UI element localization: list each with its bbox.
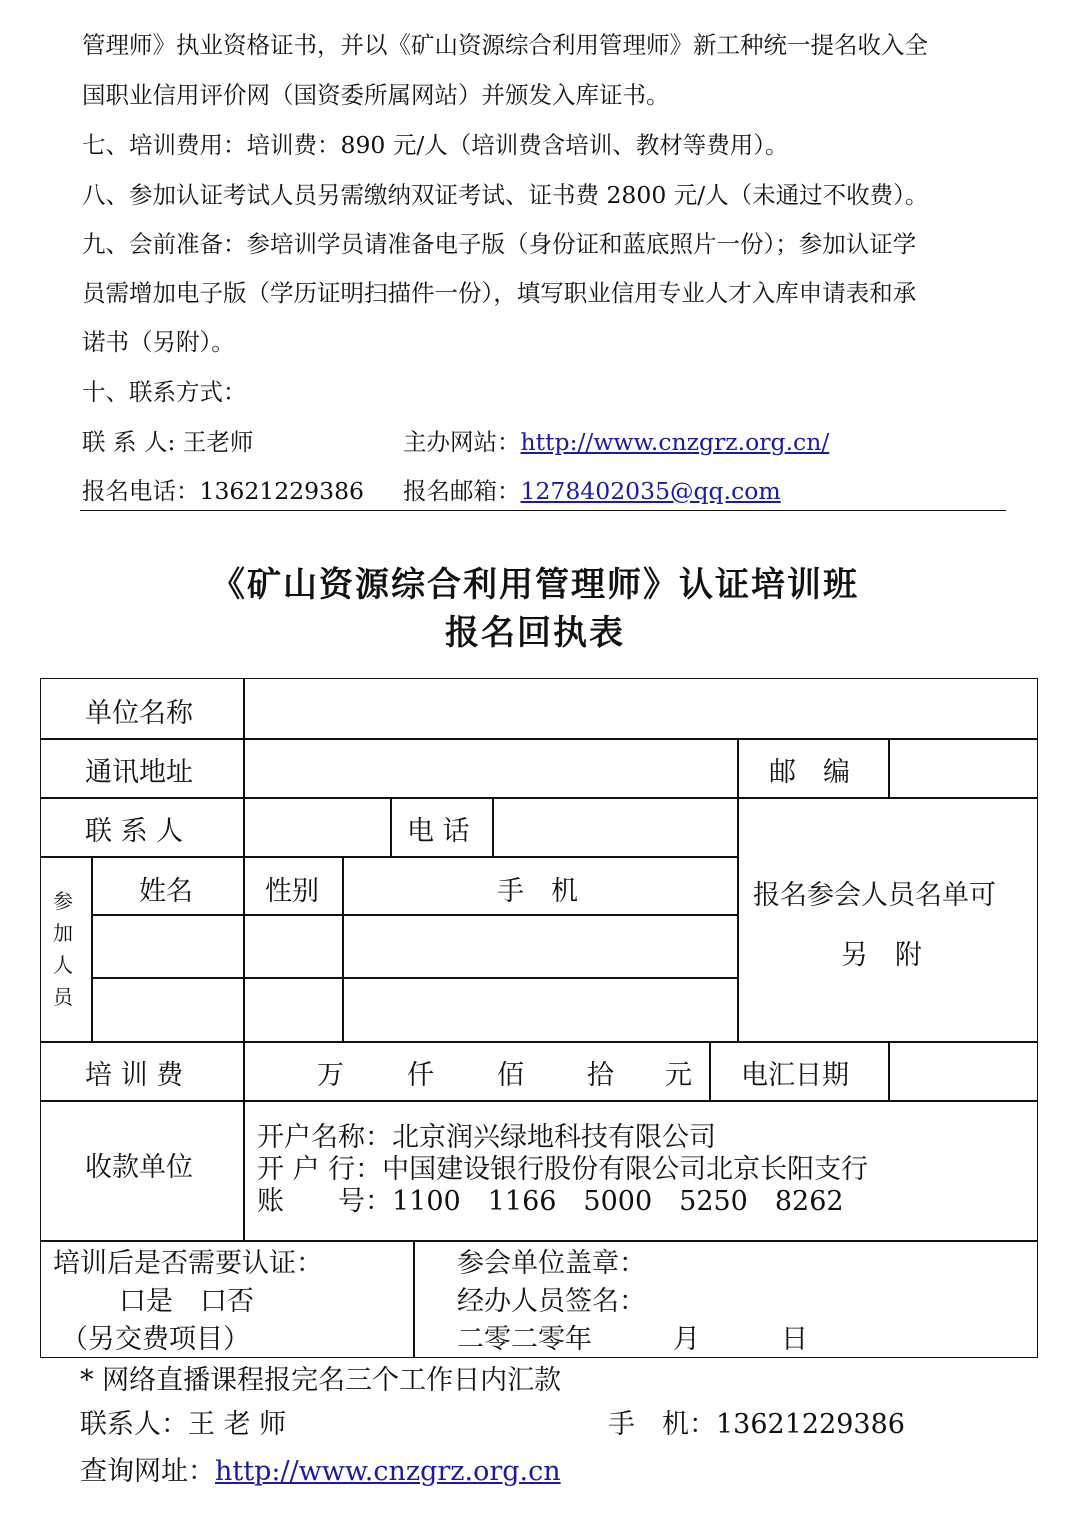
item-9-line-2: 员需增加电子版（学历证明扫描件一份），填写职业信用专业人才入库申请表和承 <box>82 279 917 307</box>
fee-label: 培 训 费 <box>85 1060 184 1091</box>
account-name: 开户名称：北京润兴绿地科技有限公司 <box>257 1122 716 1153</box>
registration-form-table <box>40 678 1038 1358</box>
item-9-line-3: 诺书（另附）。 <box>82 328 235 356</box>
account-number: 账 号：1100 1166 5000 5250 8262 <box>257 1186 844 1217</box>
row-line <box>41 856 737 858</box>
attendee-list-note-2: 另 附 <box>841 940 922 971</box>
certification-note: （另交费项目） <box>61 1324 250 1355</box>
mobile-header: 手 机 <box>497 876 578 907</box>
attendees-label-3: 人 <box>53 953 73 977</box>
email-label: 报名邮箱： <box>403 477 521 505</box>
fee-unit-yuan: 元 <box>665 1060 692 1091</box>
unit-name-label: 单位名称 <box>85 698 193 729</box>
postcode-label: 邮 编 <box>769 757 850 788</box>
address-label: 通讯地址 <box>85 757 193 788</box>
query-site-link[interactable]: http://www.cnzgrz.org.cn <box>215 1456 561 1487</box>
col-line <box>390 797 392 856</box>
col-line <box>243 1041 245 1240</box>
attendees-label-1: 参 <box>53 889 73 913</box>
row-line <box>41 1100 1037 1102</box>
gender-header: 性别 <box>265 876 319 907</box>
handler-signature-label: 经办人员签名： <box>457 1286 646 1317</box>
contact-person: 联 系 人: 王老师 <box>82 428 254 456</box>
col-line <box>342 856 344 1041</box>
col-line <box>888 738 890 797</box>
footer-contact: 联系人：王 老 师 <box>80 1409 287 1440</box>
item-7-fee: 七、培训费用：培训费：890 元/人（培训费含培训、教材等费用）。 <box>82 131 789 159</box>
form-subtitle: 报名回执表 <box>445 613 625 653</box>
payee-label: 收款单位 <box>85 1152 193 1183</box>
fee-unit-bai: 佰 <box>497 1060 524 1091</box>
col-line <box>737 738 739 1041</box>
fee-unit-qian: 仟 <box>407 1060 434 1091</box>
row-line <box>91 914 737 916</box>
col-line <box>243 679 245 856</box>
attendees-label-4: 员 <box>53 985 73 1009</box>
row-line <box>91 977 737 979</box>
certification-options: 口是 口否 <box>119 1286 254 1317</box>
email-link[interactable]: 1278402035@qq.com <box>520 477 781 505</box>
registration-phone: 报名电话：13621229386 <box>82 477 364 505</box>
item-10-contact-heading: 十、联系方式： <box>82 378 247 406</box>
certification-question: 培训后是否需要认证： <box>53 1248 323 1279</box>
name-header: 姓名 <box>139 876 193 907</box>
divider-line <box>80 510 1006 511</box>
row-line <box>41 797 1037 799</box>
col-line <box>91 856 93 1041</box>
footer-mobile: 手 机：13621229386 <box>608 1409 905 1440</box>
date-label: 二零二零年 月 日 <box>457 1324 808 1355</box>
contact-label: 联 系 人 <box>85 816 184 847</box>
col-line <box>888 1041 890 1100</box>
tel-label: 电 话 <box>407 816 470 847</box>
attendees-label-2: 加 <box>53 921 73 945</box>
host-site-link[interactable]: http://www.cnzgrz.org.cn/ <box>520 428 830 456</box>
col-line <box>709 1041 711 1100</box>
unit-seal-label: 参会单位盖章： <box>457 1248 646 1279</box>
col-line <box>492 797 494 856</box>
registration-email <box>403 476 781 506</box>
col-line <box>243 856 245 1041</box>
attendee-list-note-1: 报名参会人员名单可 <box>753 880 996 911</box>
item-9-line-1: 九、会前准备：参培训学员请准备电子版（身份证和蓝底照片一份）；参加认证学 <box>82 230 917 258</box>
remit-date-label: 电汇日期 <box>741 1060 849 1091</box>
bank-name: 开 户 行：中国建设银行股份有限公司北京长阳支行 <box>257 1154 869 1185</box>
query-site-label: 查询网址： <box>80 1456 215 1487</box>
body-line-1: 管理师》执业资格证书，并以《矿山资源综合利用管理师》新工种统一提名收入全 <box>82 31 928 59</box>
livestream-note: * 网络直播课程报完名三个工作日内汇款 <box>80 1365 562 1396</box>
row-line <box>41 1240 1037 1242</box>
fee-unit-shi: 拾 <box>587 1060 614 1091</box>
query-site <box>80 1455 561 1489</box>
col-line <box>413 1240 415 1358</box>
fee-unit-wan: 万 <box>317 1060 344 1091</box>
body-line-2: 国职业信用评价网（国资委所属网站）并颁发入库证书。 <box>82 81 670 109</box>
host-site-label: 主办网站： <box>403 428 521 456</box>
form-title: 《矿山资源综合利用管理师》认证培训班 <box>211 565 859 605</box>
host-site <box>403 427 829 457</box>
item-8-exam-fee: 八、参加认证考试人员另需缴纳双证考试、证书费 2800 元/人（未通过不收费）。 <box>82 181 929 209</box>
